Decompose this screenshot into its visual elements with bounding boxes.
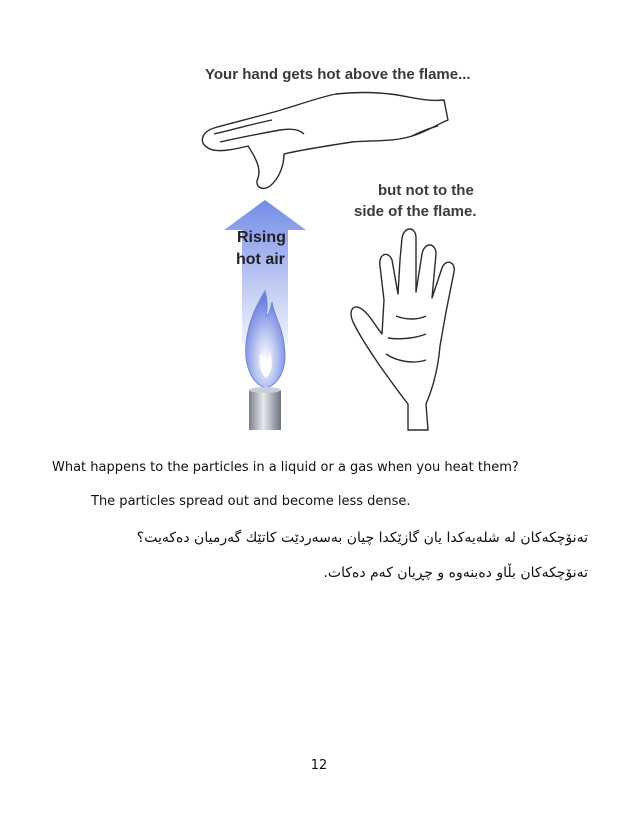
- caption-hand-hot: Your hand gets hot above the flame...: [205, 66, 471, 83]
- burner-tube: [249, 390, 281, 430]
- arrow-label-line1: Rising: [237, 229, 286, 246]
- kurdish-answer: تەنۆچکەکان بڵاو دەبنەوە و چڕیان کەم دەکات.: [323, 565, 588, 581]
- answer-text: The particles spread out and become less dense.: [91, 494, 411, 509]
- arrow-label-line2: hot air: [236, 251, 285, 268]
- caption-side-line2: side of the flame.: [354, 203, 477, 220]
- hand-above-flame: [202, 93, 448, 189]
- question-text: What happens to the particles in a liquid or a gas when you heat them?: [52, 460, 519, 475]
- hand-beside-flame: [351, 229, 454, 430]
- kurdish-question: تەنۆچکەکان لە شلەیەکدا یان گازێکدا چیان بەسەردێت کاتێك گەرمیان دەکەیت؟: [136, 530, 588, 546]
- page-number: 12: [310, 758, 328, 773]
- heat-diagram: [176, 54, 506, 440]
- caption-side-line1: but not to the: [378, 182, 474, 199]
